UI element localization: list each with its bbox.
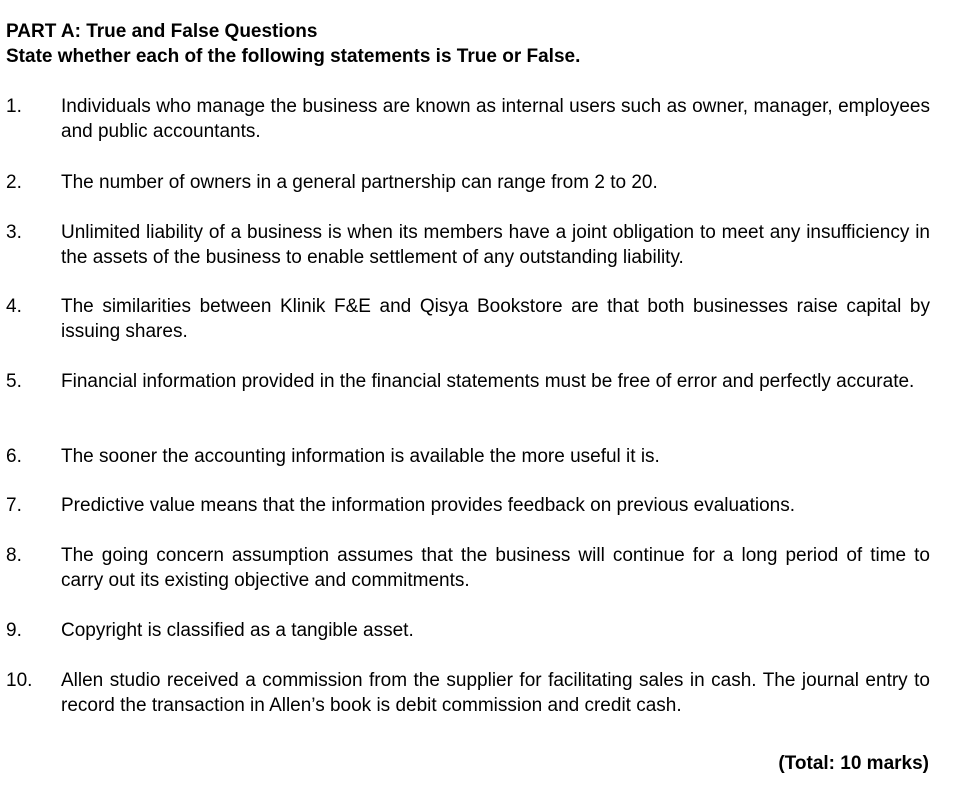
question-item xyxy=(6,295,930,344)
question-text: The going concern assumption assumes that the business will continue for a long period of time to carry out its existing objective and commitments. xyxy=(61,545,930,591)
question-number: 4. xyxy=(6,296,22,317)
question-text: Unlimited liability of a business is when its members have a joint obligation to meet any insufficiency in the assets of the business to enable settlement of any outstanding liability. xyxy=(61,222,930,268)
question-number: 8. xyxy=(6,545,22,566)
question-number: 7. xyxy=(6,495,22,516)
question-text: Copyright is classified as a tangible asset. xyxy=(61,620,414,641)
question-number: 9. xyxy=(6,620,22,641)
question-item xyxy=(6,669,930,718)
question-item xyxy=(6,619,930,644)
question-text: The similarities between Klinik F&E and Qisya Bookstore are that both businesses raise capital by issuing shares. xyxy=(61,296,930,342)
question-number: 5. xyxy=(6,371,22,392)
question-item xyxy=(6,171,930,196)
question-text: The number of owners in a general partnership can range from 2 to 20. xyxy=(61,172,658,193)
question-item xyxy=(6,544,930,593)
question-text: Predictive value means that the information provides feedback on previous evaluations. xyxy=(61,495,796,516)
part-title: PART A: True and False Questions xyxy=(6,21,318,42)
question-item xyxy=(6,445,930,470)
question-number: 1. xyxy=(6,96,22,117)
question-item xyxy=(6,221,930,270)
question-text: Allen studio received a commission from the supplier for facilitating sales in cash. The journal entry to record the transaction in Allen’s book is debit commission and credit cash. xyxy=(61,670,930,716)
question-item xyxy=(6,494,930,519)
question-number: 2. xyxy=(6,172,22,193)
question-text: Financial information provided in the financial statements must be free of error and perfectly accurate. xyxy=(61,371,915,392)
total-marks: (Total: 10 marks) xyxy=(778,753,929,774)
question-number: 6. xyxy=(6,446,22,467)
question-item xyxy=(6,370,930,395)
question-number: 3. xyxy=(6,222,22,243)
question-item xyxy=(6,95,930,144)
question-text: Individuals who manage the business are known as internal users such as owner, manager, employees and public accountants. xyxy=(61,96,930,142)
question-text: The sooner the accounting information is available the more useful it is. xyxy=(61,446,660,467)
question-number: 10. xyxy=(6,670,33,691)
instruction-text: State whether each of the following statements is True or False. xyxy=(6,46,581,67)
